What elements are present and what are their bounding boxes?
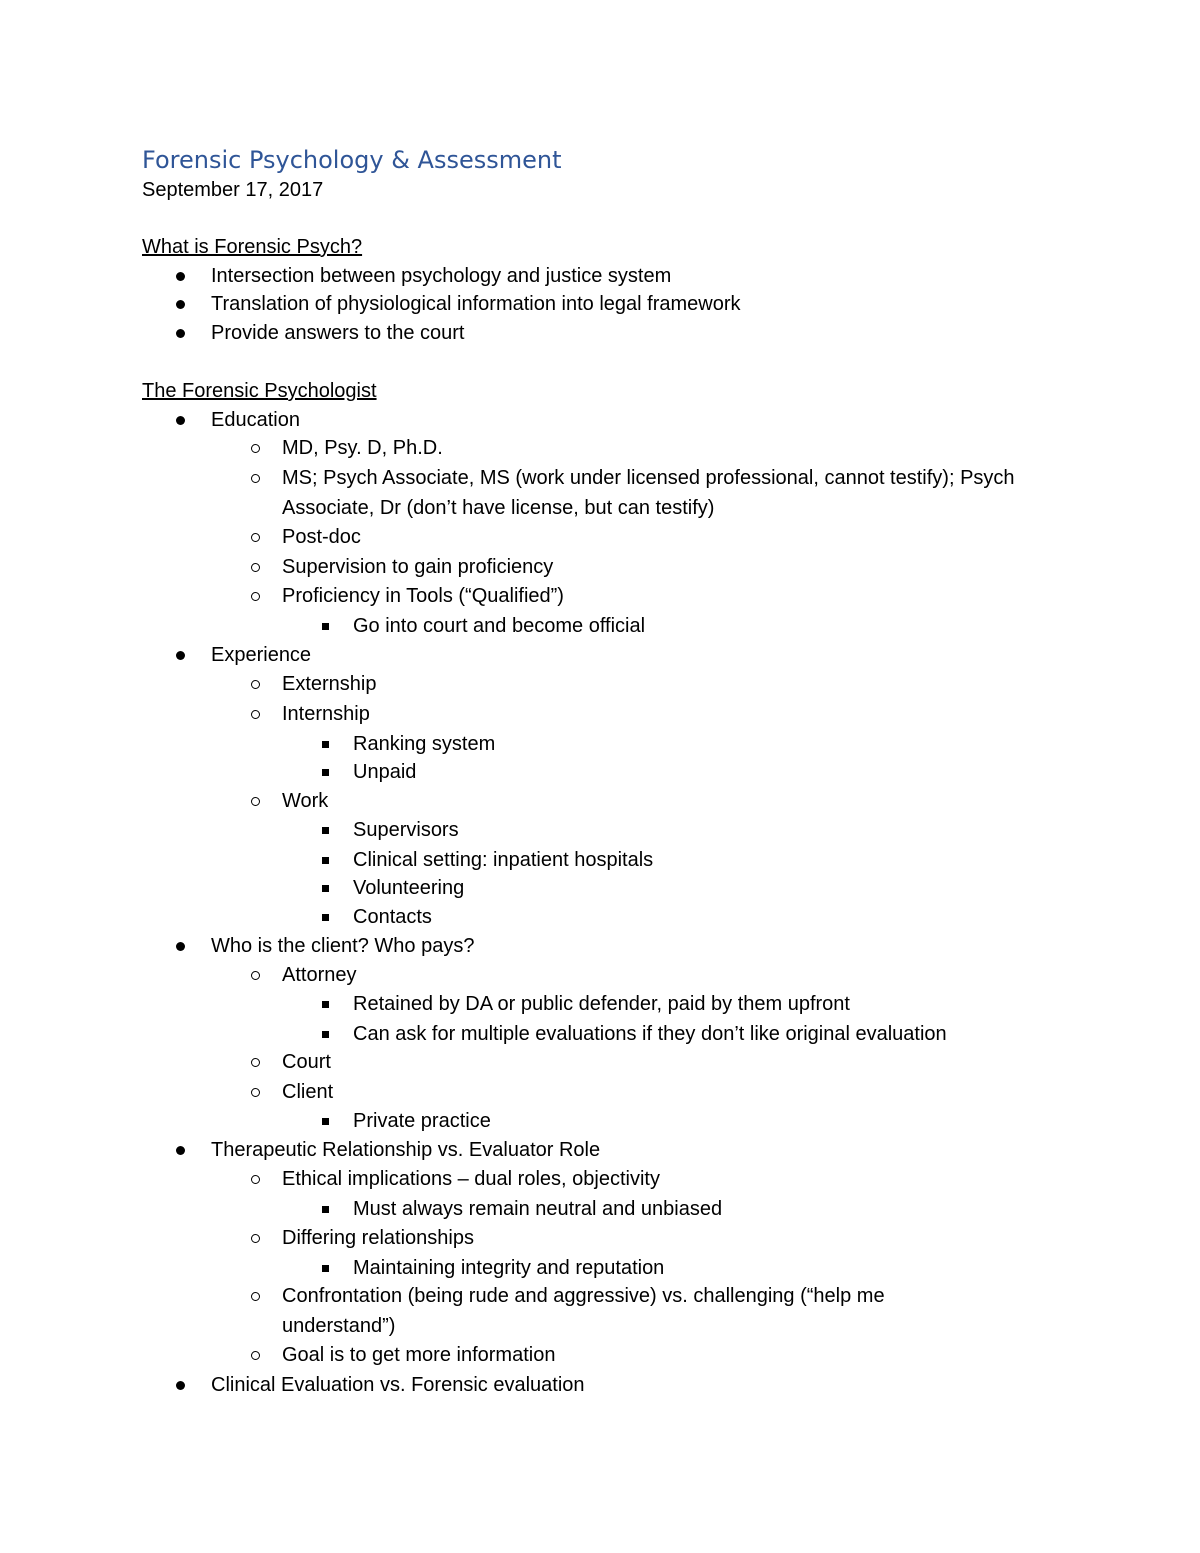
list-item-text: Internship bbox=[282, 703, 370, 725]
list-item-text: Education bbox=[211, 409, 300, 431]
bullet-icon bbox=[240, 434, 270, 463]
list-item-text: Must always remain neutral and unbiased bbox=[353, 1198, 723, 1220]
list-item-text: Who is the client? Who pays? bbox=[211, 935, 475, 957]
list-item-text: Provide answers to the court bbox=[211, 322, 465, 344]
list-item-text: Volunteering bbox=[353, 877, 465, 899]
list-item-text: Client bbox=[282, 1081, 334, 1103]
bullet-icon bbox=[240, 1224, 270, 1253]
list-item-text: Unpaid bbox=[353, 761, 417, 783]
list-item-text: Retained by DA or public defender, paid by them upfront bbox=[353, 993, 850, 1015]
bullet-icon bbox=[240, 582, 270, 611]
bullet-icon bbox=[165, 406, 195, 435]
bullet-icon bbox=[310, 1254, 340, 1283]
list-item-text: Experience bbox=[211, 644, 312, 666]
bullet-icon bbox=[310, 874, 340, 903]
list-item-text: Associate, Dr (don’t have license, but can testify) bbox=[282, 497, 715, 519]
bullet-icon bbox=[310, 903, 340, 932]
list-item-text: Can ask for multiple evaluations if they don’t like original evaluation bbox=[353, 1023, 947, 1045]
bullet-icon bbox=[165, 932, 195, 961]
list-item-text: understand”) bbox=[282, 1315, 396, 1337]
bullet-icon bbox=[165, 319, 195, 348]
bullet-icon bbox=[310, 846, 340, 875]
list-item-text: MD, Psy. D, Ph.D. bbox=[282, 437, 443, 459]
list-item-text: Court bbox=[282, 1051, 331, 1073]
bullet-icon bbox=[240, 1341, 270, 1370]
bullet-icon bbox=[240, 523, 270, 552]
list-item-text: Post-doc bbox=[282, 526, 361, 548]
bullet-icon bbox=[310, 1020, 340, 1049]
list-item-text: Work bbox=[282, 790, 329, 812]
bullet-icon bbox=[310, 612, 340, 641]
list-item-text: MS; Psych Associate, MS (work under licensed professional, cannot testify); Psych bbox=[282, 467, 1015, 489]
list-item-text: Proficiency in Tools (“Qualified”) bbox=[282, 585, 564, 607]
bullet-icon bbox=[240, 1165, 270, 1194]
section-heading: What is Forensic Psych? bbox=[142, 236, 363, 258]
bullet-icon bbox=[310, 730, 340, 759]
list-item-text: Supervisors bbox=[353, 819, 459, 841]
list-item-text: Clinical setting: inpatient hospitals bbox=[353, 849, 654, 871]
bullet-icon bbox=[165, 1136, 195, 1165]
list-item-text: Intersection between psychology and justice system bbox=[211, 265, 672, 287]
bullet-icon bbox=[310, 990, 340, 1019]
bullet-icon bbox=[165, 641, 195, 670]
bullet-icon bbox=[240, 700, 270, 729]
bullet-icon bbox=[165, 262, 195, 291]
document-title: Forensic Psychology & Assessment bbox=[142, 146, 562, 174]
bullet-icon bbox=[165, 1371, 195, 1400]
list-item-text: Translation of physiological information into legal framework bbox=[211, 293, 741, 315]
bullet-icon bbox=[240, 464, 270, 493]
list-item-text: Confrontation (being rude and aggressive) vs. challenging (“help me bbox=[282, 1285, 885, 1307]
list-item-text: Supervision to gain proficiency bbox=[282, 556, 554, 578]
bullet-icon bbox=[240, 1048, 270, 1077]
bullet-icon bbox=[240, 670, 270, 699]
list-item-text: Private practice bbox=[353, 1110, 491, 1132]
list-item-text: Therapeutic Relationship vs. Evaluator Role bbox=[211, 1139, 601, 1161]
bullet-icon bbox=[310, 1195, 340, 1224]
list-item-text: Goal is to get more information bbox=[282, 1344, 556, 1366]
bullet-icon bbox=[240, 961, 270, 990]
list-item-text: Differing relationships bbox=[282, 1227, 474, 1249]
bullet-icon bbox=[240, 1282, 270, 1311]
list-item-text: Externship bbox=[282, 673, 377, 695]
list-item-text: Clinical Evaluation vs. Forensic evaluation bbox=[211, 1374, 585, 1396]
bullet-icon bbox=[310, 758, 340, 787]
bullet-icon bbox=[165, 290, 195, 319]
bullet-icon bbox=[240, 553, 270, 582]
bullet-icon bbox=[310, 1107, 340, 1136]
bullet-icon bbox=[240, 1078, 270, 1107]
list-item-text: Maintaining integrity and reputation bbox=[353, 1257, 665, 1279]
list-item-text: Ranking system bbox=[353, 733, 496, 755]
section-heading: The Forensic Psychologist bbox=[142, 380, 377, 402]
list-item-text: Go into court and become official bbox=[353, 615, 646, 637]
bullet-icon bbox=[310, 816, 340, 845]
list-item-text: Ethical implications – dual roles, objectivity bbox=[282, 1168, 660, 1190]
document-date: September 17, 2017 bbox=[142, 179, 324, 201]
bullet-icon bbox=[240, 787, 270, 816]
list-item-text: Attorney bbox=[282, 964, 357, 986]
list-item-text: Contacts bbox=[353, 906, 432, 928]
